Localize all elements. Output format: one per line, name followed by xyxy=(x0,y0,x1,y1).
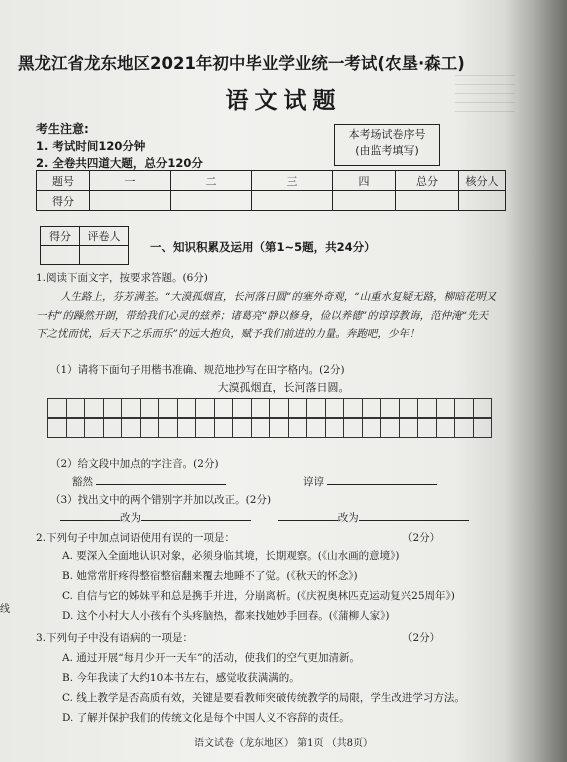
change-label: 改为 xyxy=(120,512,141,524)
question-stem: 3.下列句子中没有语病的一项是： xyxy=(36,632,194,644)
grader-name-cell[interactable] xyxy=(80,246,129,265)
option: D. 了解并保护我们的传统文化是每个中国人义不容辞的责任。 xyxy=(62,712,350,724)
change-label: 改为 xyxy=(337,512,359,524)
question-stem: 2.下列句子中加点词语使用有误的一项是： xyxy=(36,532,236,544)
seat-box-hint: (由监考填写) xyxy=(355,144,419,157)
notice-heading: 考生注意: xyxy=(36,122,89,136)
score-cell: 核分人 xyxy=(459,171,506,191)
option: A. 通过开展“每月少开一天车”的活动，使我们的空气更加清新。 xyxy=(62,652,360,664)
sub-question: （3）找出文中的两个错别字并加以改正。(2分) xyxy=(50,494,272,506)
binding-line-mark: 线 xyxy=(0,604,10,615)
answer-blank[interactable] xyxy=(359,520,469,521)
score-input-cell[interactable] xyxy=(459,191,506,211)
option: A. 要深入全面地认识对象，必须身临其境，长期观察。(《山水画的意境》) xyxy=(62,550,400,562)
option: D. 这个小村大人小孩有个头疼脑热，都来找她妙手回春。(《蒲柳人家》) xyxy=(62,610,390,622)
score-input-cell[interactable] xyxy=(333,191,396,211)
score-cell: 三 xyxy=(252,171,333,191)
answer-bracket[interactable]: （2分） xyxy=(402,632,441,644)
score-cell: 总分 xyxy=(396,171,459,191)
grader-box xyxy=(40,226,129,265)
score-input-cell[interactable] xyxy=(171,191,252,211)
grader-score-cell[interactable] xyxy=(41,246,80,265)
pinyin-word: 谆谆 xyxy=(303,476,325,488)
exam-title: 黑龙江省龙东地区2021年初中毕业学业统一考试(农垦·森工) xyxy=(18,54,465,73)
score-header-row xyxy=(37,171,506,191)
seat-box-label: 本考场试卷序号 xyxy=(348,128,426,141)
answer-blank[interactable] xyxy=(327,484,437,485)
notice-item: 2. 全卷共四道大题，总分120分 xyxy=(36,156,203,170)
score-cell: 二 xyxy=(171,171,252,191)
answer-blank[interactable] xyxy=(60,520,120,521)
sub-question: （1）请将下面句子用楷书准确、规范地抄写在田字格内。(2分) xyxy=(50,364,345,376)
sub-question: （2）给文段中加点的字注音。(2分) xyxy=(50,458,219,470)
option: B. 她常常肝疼得整宿整宿翻来覆去地睡不了觉。(《秋天的怀念》) xyxy=(62,570,358,582)
page-footer: 语文试卷（龙东地区） 第1页 （共8页） xyxy=(193,738,374,749)
score-value-row xyxy=(37,191,506,211)
option: C. 线上教学是否高质有效，关键是要看教师突破传统教学的局限，学生改进学习方法。 xyxy=(62,692,465,704)
option: C. 自信与它的姊妹平和总是携手并进，分崩离析。(《庆祝奥林匹克运动复兴25周年》) xyxy=(62,590,455,602)
score-input-cell[interactable] xyxy=(90,191,171,211)
question-stem: 1.阅读下面文字，按要求答题。(6分) xyxy=(36,272,208,284)
score-cell: 四 xyxy=(333,171,396,191)
tianzige-grid[interactable] xyxy=(48,417,492,438)
reading-passage: 人生路上，芬芳满荃。“大漠孤烟直，长河落日圆”的塞外奇观，“山重水复疑无路，柳暗花明又一村”的躁然开朗，带给我们心灵的兹养；诸葛亮“静以修身，俭以养德”的谆谆教诲，范仲淹“先天下之忧而忧，后天下之乐而乐”的远大抱负，赋予我们前进的力量。奔跑吧，少年！ xyxy=(36,291,497,340)
score-cell: 题号 xyxy=(37,171,90,191)
notice-item: 1. 考试时间120分钟 xyxy=(36,139,146,153)
section-title: 一、知识积累及运用（第1~5题，共24分） xyxy=(150,240,376,254)
grader-score-label: 得分 xyxy=(41,227,80,246)
score-cell: 一 xyxy=(90,171,171,191)
score-cell: 得分 xyxy=(37,191,90,211)
page-edge-shadow xyxy=(505,0,567,762)
answer-bracket[interactable]: （2分） xyxy=(402,532,441,544)
score-table xyxy=(36,170,506,211)
option: B. 今年我读了大约10本书左右，感觉收获满满的。 xyxy=(62,672,300,684)
score-input-cell[interactable] xyxy=(252,191,333,211)
answer-blank[interactable] xyxy=(141,520,251,521)
seat-number-box xyxy=(334,124,440,166)
tianzige-grid[interactable] xyxy=(48,398,492,419)
copy-sentence: 大漠孤烟直，长河落日圆。 xyxy=(217,381,350,394)
answer-blank[interactable] xyxy=(96,484,226,485)
pinyin-word: 豁然 xyxy=(72,476,93,488)
pinyin-row xyxy=(72,474,437,489)
answer-blank[interactable] xyxy=(278,520,338,521)
correction-row xyxy=(60,510,469,525)
score-input-cell[interactable] xyxy=(396,191,459,211)
exam-subtitle: 语文试题 xyxy=(225,88,342,114)
grader-name-label: 评卷人 xyxy=(80,227,129,246)
